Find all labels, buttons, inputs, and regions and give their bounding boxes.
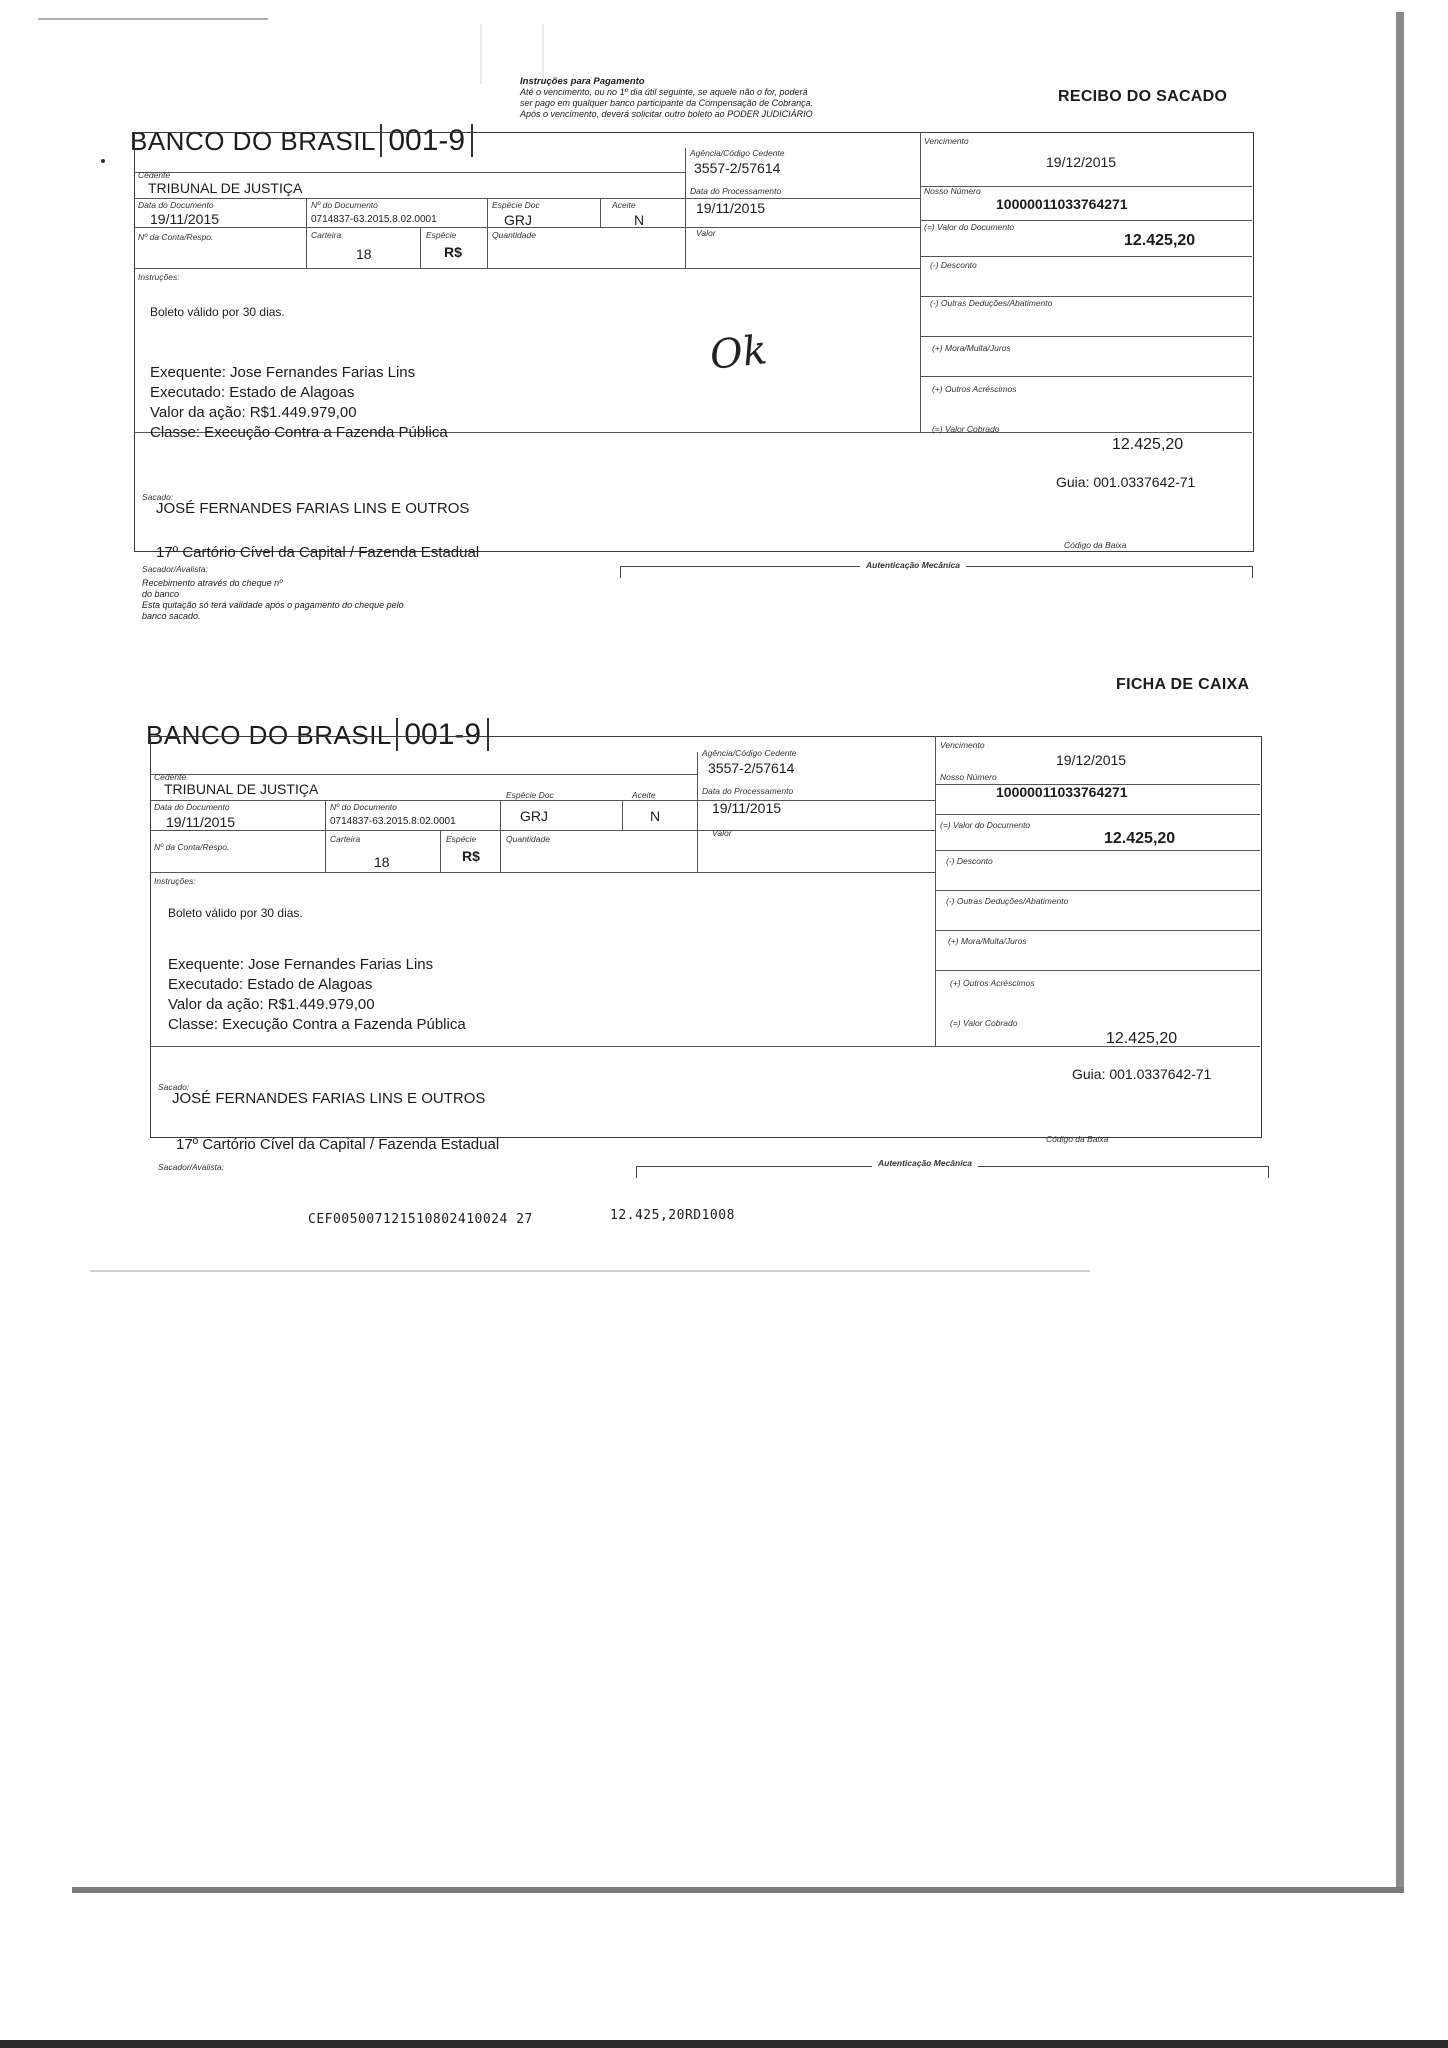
especie-label: Espécie bbox=[426, 230, 457, 240]
numero-documento-label: Nº do Documento bbox=[330, 802, 397, 812]
ficha-heading: FICHA DE CAIXA bbox=[1116, 676, 1250, 693]
nosso-numero-value: 10000011033764271 bbox=[996, 784, 1128, 800]
instrucoes-line: Exequente: Jose Fernandes Farias Lins bbox=[150, 364, 416, 381]
valor-label: Valor bbox=[712, 828, 732, 838]
especie-label: Espécie bbox=[446, 834, 477, 844]
quantidade-label: Quantidade bbox=[492, 230, 536, 240]
nosso-numero-label: Nosso Número bbox=[924, 186, 981, 196]
valor-cobrado-value: 12.425,20 bbox=[1106, 1030, 1178, 1047]
cheque-note-line: banco sacado. bbox=[142, 611, 201, 621]
instrucoes-line: Valor da ação: R$1.449.979,00 bbox=[150, 404, 357, 421]
valor-cobrado-label: (=) Valor Cobrado bbox=[932, 424, 1000, 434]
instrucoes-line: Valor da ação: R$1.449.979,00 bbox=[168, 996, 375, 1013]
aceite-value: N bbox=[634, 212, 645, 228]
especie-doc-value: GRJ bbox=[520, 808, 548, 824]
aceite-label: Aceite bbox=[612, 200, 636, 210]
payment-instruction-line: Até o vencimento, ou no 1º dia útil seguinte, se aquele não o for, poderá bbox=[520, 87, 808, 97]
valor-documento-value: 12.425,20 bbox=[1104, 830, 1176, 847]
data-processamento-value: 19/11/2015 bbox=[696, 200, 766, 216]
autenticacao-label: Autenticação Mecânica bbox=[860, 560, 966, 570]
sacador-label: Sacador/Avalista: bbox=[142, 564, 208, 574]
quantidade-label: Quantidade bbox=[506, 834, 550, 844]
sacado-name: JOSÉ FERNANDES FARIAS LINS E OUTROS bbox=[156, 500, 470, 517]
valor-documento-value: 12.425,20 bbox=[1124, 232, 1196, 249]
mora-label: (+) Mora/Multa/Juros bbox=[948, 936, 1027, 946]
conta-respo-label: Nº da Conta/Respo. bbox=[138, 232, 214, 242]
especie-doc-value: GRJ bbox=[504, 212, 532, 228]
payment-instructions-title: Instruções para Pagamento bbox=[520, 76, 645, 87]
data-processamento-label: Data do Processamento bbox=[690, 186, 782, 196]
vencimento-label: Vencimento bbox=[924, 136, 969, 146]
aceite-label: Aceite bbox=[632, 790, 656, 800]
carteira-value: 18 bbox=[356, 246, 372, 262]
instrucoes-line: Classe: Execução Contra a Fazenda Pública bbox=[150, 424, 448, 441]
aceite-value: N bbox=[650, 808, 661, 824]
recibo-heading: RECIBO DO SACADO bbox=[1058, 88, 1228, 105]
instrucoes-line: Boleto válido por 30 dias. bbox=[150, 305, 285, 319]
carteira-label: Carteira bbox=[311, 230, 342, 240]
scan-edge-footer bbox=[0, 2040, 1448, 2048]
payment-instruction-line: Após o vencimento, deverá solicitar outro boleto ao PODER JUDICIÁRIO bbox=[520, 109, 813, 119]
codigo-baixa-label: Código da Baixa bbox=[1046, 1134, 1109, 1144]
bank-name: BANCO DO BRASIL bbox=[146, 720, 392, 750]
sacado-label: Sacado: bbox=[158, 1082, 190, 1092]
numero-documento-value: 0714837-63.2015.8.02.0001 bbox=[330, 816, 456, 827]
bank-name: BANCO DO BRASIL bbox=[130, 126, 376, 156]
instrucoes-line: Boleto válido por 30 dias. bbox=[168, 906, 303, 920]
vencimento-value: 19/12/2015 bbox=[1046, 154, 1117, 170]
desconto-label: (-) Desconto bbox=[930, 260, 977, 270]
cedente-label: Cedente bbox=[154, 772, 187, 782]
outras-deducoes-label: (-) Outras Deduções/Abatimento bbox=[930, 298, 1053, 308]
conta-respo-label: Nº da Conta/Respo. bbox=[154, 842, 230, 852]
nosso-numero-label: Nosso Número bbox=[940, 772, 997, 782]
autenticacao-label: Autenticação Mecânica bbox=[872, 1158, 978, 1168]
carteira-value: 18 bbox=[374, 854, 390, 870]
instrucoes-line: Exequente: Jose Fernandes Farias Lins bbox=[168, 956, 434, 973]
handwritten-ok: Ok bbox=[707, 327, 770, 379]
cedente-value: TRIBUNAL DE JUSTIÇA bbox=[148, 180, 303, 196]
cartorio-line: 17º Cartório Cível da Capital / Fazenda Estadual bbox=[156, 544, 480, 561]
cedente-label: Cedente bbox=[138, 170, 171, 180]
valor-cobrado-value: 12.425,20 bbox=[1112, 436, 1184, 453]
guia-value: Guia: 001.0337642-71 bbox=[1072, 1066, 1212, 1082]
bank-code: 001-9 bbox=[396, 718, 489, 751]
data-documento-label: Data do Documento bbox=[138, 200, 214, 210]
data-documento-label: Data do Documento bbox=[154, 802, 230, 812]
instrucoes-line: Classe: Execução Contra a Fazenda Pública bbox=[168, 1016, 466, 1033]
outros-acrescimos-label: (+) Outros Acréscimos bbox=[950, 978, 1035, 988]
guia-value: Guia: 001.0337642-71 bbox=[1056, 474, 1196, 490]
scan-edge-bottom bbox=[72, 1887, 1404, 1893]
cheque-note-line: Recebimento através do cheque nº bbox=[142, 578, 283, 588]
bank-stamp-code: CEF005007121510802410024 27 bbox=[308, 1212, 533, 1227]
instrucoes-label: Instruções: bbox=[138, 272, 180, 282]
data-processamento-value: 19/11/2015 bbox=[712, 800, 782, 816]
cheque-note-line: Esta quitação só terá validade após o pagamento do cheque pelo bbox=[142, 600, 404, 610]
sacado-name: JOSÉ FERNANDES FARIAS LINS E OUTROS bbox=[172, 1090, 486, 1107]
agencia-label: Agência/Código Cedente bbox=[702, 748, 797, 758]
outros-acrescimos-label: (+) Outros Acréscimos bbox=[932, 384, 1017, 394]
especie-value: R$ bbox=[462, 848, 480, 864]
bank-stamp-amount: 12.425,20RD1008 bbox=[610, 1208, 735, 1223]
sacador-label: Sacador/Avalista: bbox=[158, 1162, 224, 1172]
cheque-note-line: do banco bbox=[142, 589, 180, 599]
valor-cobrado-label: (=) Valor Cobrado bbox=[950, 1018, 1018, 1028]
mora-label: (+) Mora/Multa/Juros bbox=[932, 343, 1011, 353]
agencia-label: Agência/Código Cedente bbox=[690, 148, 785, 158]
vencimento-label: Vencimento bbox=[940, 740, 985, 750]
especie-doc-label: Espécie Doc bbox=[506, 790, 554, 800]
nosso-numero-value: 10000011033764271 bbox=[996, 196, 1128, 212]
cedente-value: TRIBUNAL DE JUSTIÇA bbox=[164, 781, 319, 797]
data-documento-value: 19/11/2015 bbox=[150, 211, 220, 227]
instrucoes-line: Executado: Estado de Alagoas bbox=[150, 384, 355, 401]
agencia-value: 3557-2/57614 bbox=[708, 760, 795, 776]
numero-documento-label: Nº do Documento bbox=[311, 200, 378, 210]
desconto-label: (-) Desconto bbox=[946, 856, 993, 866]
codigo-baixa-label: Código da Baixa bbox=[1064, 540, 1127, 550]
cartorio-line: 17º Cartório Cível da Capital / Fazenda Estadual bbox=[176, 1136, 500, 1153]
especie-value: R$ bbox=[444, 244, 462, 260]
instrucoes-line: Executado: Estado de Alagoas bbox=[168, 976, 373, 993]
outras-deducoes-label: (-) Outras Deduções/Abatimento bbox=[946, 896, 1069, 906]
sacado-label: Sacado: bbox=[142, 492, 174, 502]
carteira-label: Carteira bbox=[330, 834, 361, 844]
valor-label: Valor bbox=[696, 228, 716, 238]
bank-code: 001-9 bbox=[380, 124, 473, 157]
numero-documento-value: 0714837-63.2015.8.02.0001 bbox=[311, 214, 437, 225]
data-documento-value: 19/11/2015 bbox=[166, 814, 236, 830]
especie-doc-label: Espécie Doc bbox=[492, 200, 540, 210]
valor-documento-label: (=) Valor do Documento bbox=[924, 222, 1015, 232]
vencimento-value: 19/12/2015 bbox=[1056, 752, 1127, 768]
data-processamento-label: Data do Processamento bbox=[702, 786, 794, 796]
agencia-value: 3557-2/57614 bbox=[694, 160, 781, 176]
payment-instruction-line: ser pago em qualquer banco participante da Compensação de Cobrança. bbox=[520, 98, 814, 108]
valor-documento-label: (=) Valor do Documento bbox=[940, 820, 1031, 830]
instrucoes-label: Instruções: bbox=[154, 876, 196, 886]
